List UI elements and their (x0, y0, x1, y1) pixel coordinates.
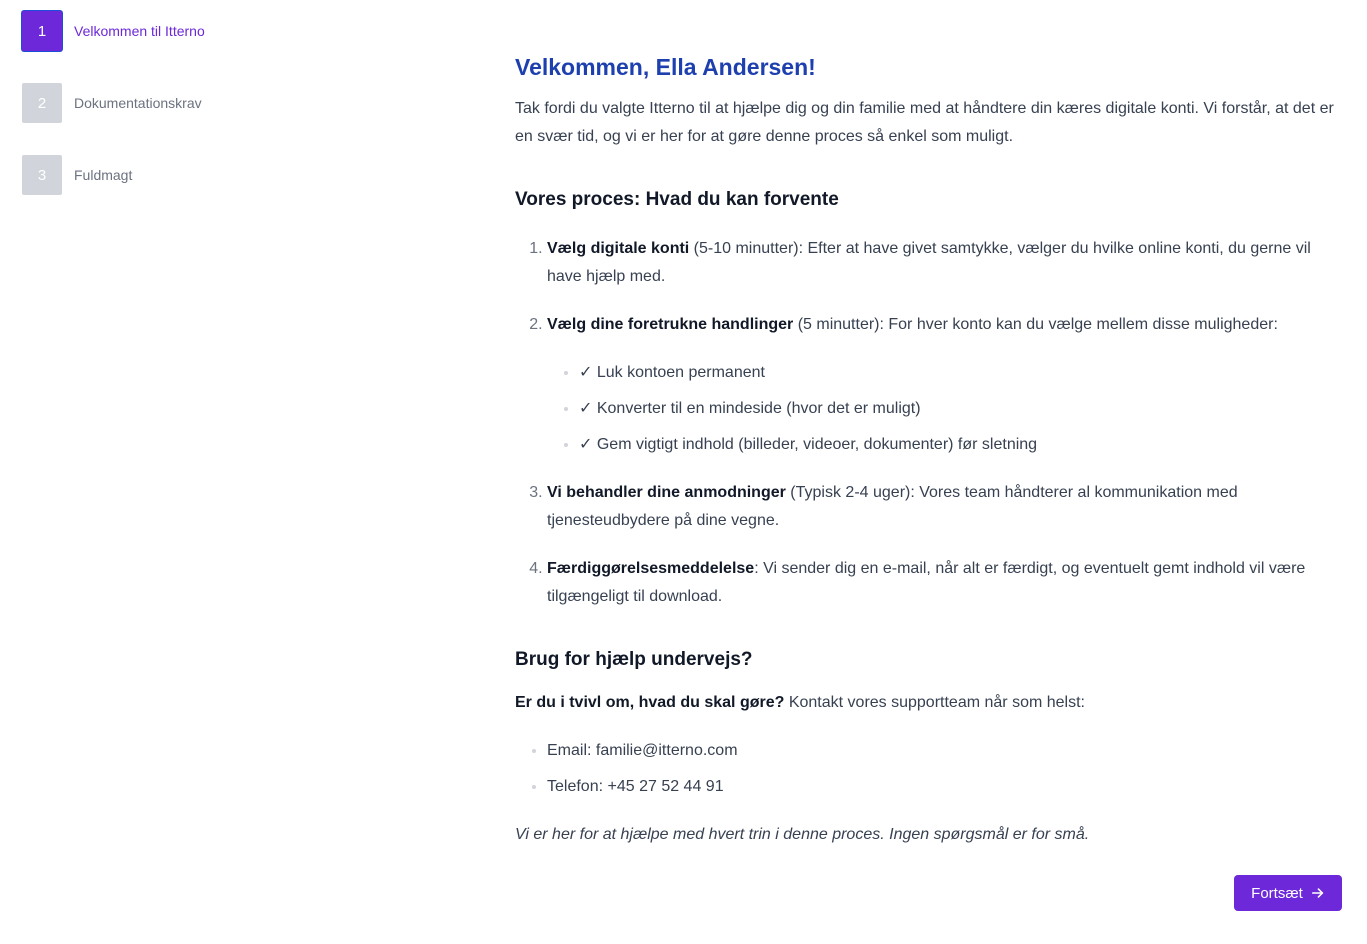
page-title: Velkommen, Ella Andersen! (515, 54, 816, 80)
process-step-title: Vælg digitale konti (547, 240, 690, 257)
stepper (22, 11, 322, 227)
action-options-list (547, 359, 1345, 459)
process-step (547, 555, 1345, 611)
process-step-text: (5 minutter): For hver konto kan du vælge mellem disse muligheder: (793, 316, 1278, 333)
intro-text: Tak fordi du valgte Itterno til at hjælpe dig og din familie med at håndtere din kæres digitale konti. Vi forstår, at det er en svær tid, og vi er her for at gøre denne proces så enkel som muligt. (515, 100, 1334, 145)
action-option: • ✓ Gem vigtigt indhold (billeder, videoer, dokumenter) før sletning (579, 431, 1345, 459)
step-documentation[interactable] (22, 83, 322, 123)
process-step-title: Vælg dine foretrukne handlinger (547, 316, 794, 333)
process-step-text: (5-10 minutter): Efter at have givet samtykke, vælger du hvilke online konti, du gerne vil have hjælp med. (547, 240, 1311, 285)
main-content (515, 50, 1345, 849)
action-option: • ✓ Konverter til en mindeside (hvor det er muligt) (579, 395, 1345, 423)
closing-text: Vi er her for at hjælpe med hvert trin i denne proces. Ingen spørgsmål er for små. (515, 826, 1090, 843)
step-label: Velkommen til Itterno (74, 23, 205, 39)
step-label: Fuldmagt (74, 167, 133, 183)
step-number: 2 (22, 83, 62, 123)
process-step (547, 235, 1345, 291)
process-step (547, 311, 1345, 459)
action-option: • ✓ Luk kontoen permanent (579, 359, 1345, 387)
contact-phone: • Telefon: +45 27 52 44 91 (547, 773, 1345, 801)
step-number: 1 (22, 11, 62, 51)
help-instruction: Kontakt vores supportteam når som helst: (784, 694, 1085, 711)
process-heading: Vores proces: Hvad du kan forvente (515, 189, 839, 210)
help-question: Er du i tvivl om, hvad du skal gøre? (515, 694, 785, 711)
arrow-right-icon (1311, 886, 1325, 900)
help-heading: Brug for hjælp undervejs? (515, 649, 753, 670)
process-step-text: (Typisk 2-4 uger): Vores team håndterer al kommunikation med tjenesteudbydere på dine vegne. (547, 484, 1238, 529)
process-step (547, 479, 1345, 535)
step-number: 3 (22, 155, 62, 195)
process-list (515, 235, 1345, 611)
process-step-text: : Vi sender dig en e-mail, når alt er færdigt, og eventuelt gemt indhold vil være tilgængeligt til download. (547, 560, 1306, 605)
continue-button[interactable] (1234, 875, 1342, 911)
continue-label: Fortsæt (1251, 884, 1303, 902)
contact-list (515, 737, 1345, 801)
step-power-of-attorney[interactable] (22, 155, 322, 195)
step-welcome[interactable] (22, 11, 322, 51)
process-step-title: Vi behandler dine anmodninger (547, 484, 786, 501)
help-text (515, 689, 1345, 717)
step-label: Dokumentationskrav (74, 95, 202, 111)
process-step-title: Færdiggørelsesmeddelelse (547, 560, 755, 577)
contact-email: • Email: familie@itterno.com (547, 737, 1345, 765)
